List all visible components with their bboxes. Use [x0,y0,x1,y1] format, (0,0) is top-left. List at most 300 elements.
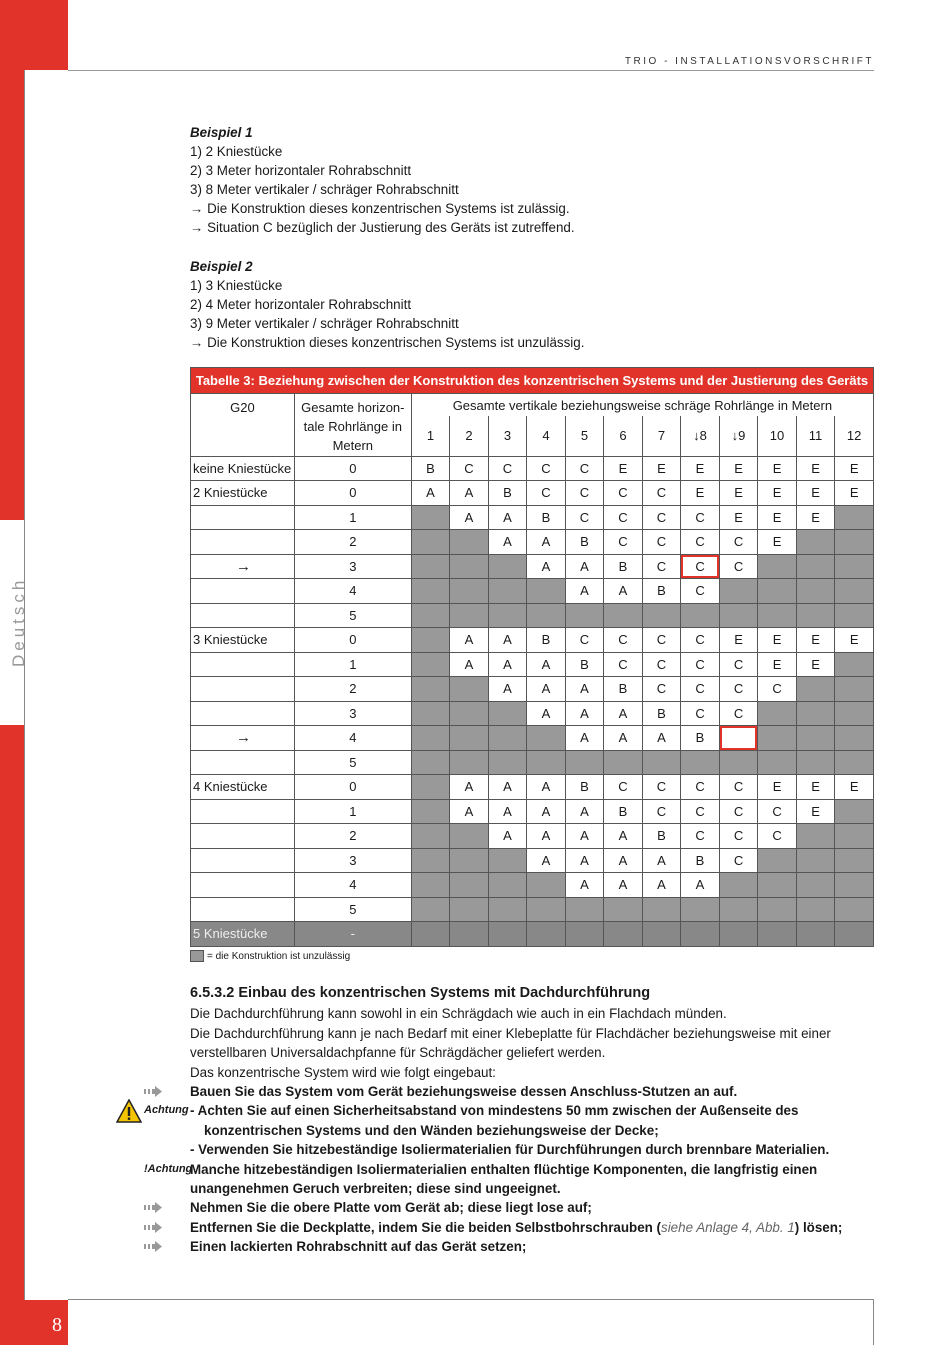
table-cell: C [758,799,797,824]
table-cell: A [488,775,527,800]
row-label [191,603,295,628]
table-cell [796,726,835,751]
table-cell [450,922,489,947]
row-label [191,652,295,677]
col-header-vertical-5: 5 [565,416,604,456]
table-cell [835,530,874,555]
col-header-vertical-8: ↓8 [681,416,720,456]
row-label [191,750,295,775]
table-cell [835,824,874,849]
row-label [191,897,295,922]
table-cell: B [681,848,720,873]
table-cell [642,922,681,947]
table-cell: B [604,799,643,824]
table-cell: C [719,530,758,555]
step-arrow-icon [144,1202,162,1213]
col-header-vertical-1: 1 [411,416,450,456]
step-row [190,1218,874,1237]
table-cell [642,603,681,628]
example-2-line: 3) 9 Meter vertikaler / schräger Rohrabschnitt [190,316,459,331]
section-paragraph: Die Dachdurchführung kann sowohl in ein Schrägdach wie auch in ein Flachdach münden. [190,1006,727,1022]
table-cell: A [604,873,643,898]
table-cell [488,554,527,579]
table-cell: C [758,824,797,849]
table-cell: A [411,481,450,506]
table-cell [758,554,797,579]
table-cell [411,726,450,751]
table-cell: A [565,677,604,702]
table-cell: A [527,848,566,873]
table-cell [527,897,566,922]
table-cell: A [488,799,527,824]
table-cell [450,554,489,579]
col-header-vertical: Gesamte vertikale beziehungsweise schräge Rohrlänge in Metern [411,394,873,417]
table-cell: C [719,824,758,849]
table-cell: A [604,848,643,873]
row-label [191,848,295,873]
table-cell [835,897,874,922]
table-cell: C [719,652,758,677]
row-label: 5 Kniestücke [191,922,295,947]
table-cell [411,750,450,775]
row-label [191,873,295,898]
notice-row [144,1160,874,1199]
table-cell: C [642,481,681,506]
col-header-vertical-12: 12 [835,416,874,456]
table-cell: E [604,456,643,481]
table-row [191,530,874,555]
table-cell [565,603,604,628]
table-cell [450,603,489,628]
table-cell: B [527,628,566,653]
table-cell: A [565,824,604,849]
col-header-vertical-3: 3 [488,416,527,456]
table-cell: A [450,481,489,506]
section-paragraph: Das konzentrische System wird wie folgt eingebaut: [190,1064,496,1080]
table-row [191,824,874,849]
table-cell [796,824,835,849]
table-cell [796,922,835,947]
table-cell [681,603,720,628]
step-arrow-icon [144,1241,162,1252]
table-cell: C [642,554,681,579]
table-cell [835,799,874,824]
table-cell: C [719,848,758,873]
table-cell: C [681,554,720,579]
table-row [191,628,874,653]
table-cell: A [527,775,566,800]
table-cell [488,897,527,922]
table-cell [411,897,450,922]
table-cell: B [681,726,720,751]
row-label: → [191,554,295,579]
table-cell: A [642,873,681,898]
table-cell [604,897,643,922]
table-cell: C [681,579,720,604]
table-cell [488,579,527,604]
row-label: 2 Kniestücke [191,481,295,506]
table-row [191,603,874,628]
table-cell: E [796,652,835,677]
table-cell: E [719,481,758,506]
step-text: Nehmen Sie die obere Platte vom Gerät ab; diese liegt lose auf; [190,1200,592,1216]
table-cell: A [604,726,643,751]
table-cell [411,775,450,800]
table-cell [488,603,527,628]
table-cell [527,750,566,775]
table-cell: A [565,554,604,579]
table-cell [411,873,450,898]
row-horizontal-length: 0 [294,775,411,800]
step-text: Bauen Sie das System vom Gerät beziehungsweise dessen Anschluss-Stutzen an auf. [190,1084,738,1100]
row-label [191,677,295,702]
table-cell: C [642,652,681,677]
table-cell [488,922,527,947]
table-cell [604,750,643,775]
table-cell: C [565,628,604,653]
table-cell [796,873,835,898]
step-text: Einen lackierten Rohrabschnitt auf das Gerät setzen; [190,1239,527,1255]
table-cell: C [604,505,643,530]
table-cell: C [604,775,643,800]
row-horizontal-length: 3 [294,701,411,726]
row-label [191,701,295,726]
table-cell [719,873,758,898]
page-border-left [24,70,25,1300]
table-cell [835,579,874,604]
table-cell [450,677,489,702]
table-cell [565,750,604,775]
table-cell: A [488,824,527,849]
table-cell [796,677,835,702]
table-cell [450,848,489,873]
table-cell [411,848,450,873]
table-cell [565,922,604,947]
table-cell [796,848,835,873]
table-cell [450,897,489,922]
table-cell: E [835,628,874,653]
table-cell: B [642,824,681,849]
table-cell [796,554,835,579]
table-cell [758,873,797,898]
step-arrow-icon [144,1222,162,1233]
table-cell [758,701,797,726]
table-cell: C [681,530,720,555]
table-legend [190,950,350,962]
table-cell [411,701,450,726]
table-cell: E [796,505,835,530]
table-cell [796,579,835,604]
table-cell: C [681,628,720,653]
table-cell [450,824,489,849]
table-cell [835,750,874,775]
notice-text: Manche hitzebeständigen Isoliermaterialien enthalten flüchtige Komponenten, die langfristig einen unangenehmen Geruch verbreiten; diese sind ungeeignet. [190,1161,818,1197]
table-cell: B [488,481,527,506]
table-cell [527,579,566,604]
row-horizontal-length: 2 [294,824,411,849]
table-cell: E [758,628,797,653]
table-cell [835,505,874,530]
row-horizontal-length: 4 [294,579,411,604]
warning-label: Achtung [144,1104,189,1117]
table-cell: C [642,505,681,530]
table-cell: C [527,456,566,481]
table-cell: E [758,530,797,555]
table-cell: C [565,456,604,481]
table-cell [450,579,489,604]
table-row [191,726,874,751]
table-cell [796,603,835,628]
table-cell [758,897,797,922]
example-2-title: Beispiel 2 [190,259,253,274]
table-cell: C [758,677,797,702]
table-cell: A [604,824,643,849]
table-cell: A [642,726,681,751]
table-cell [411,530,450,555]
col-header-vertical-2: 2 [450,416,489,456]
table-cell: A [527,799,566,824]
row-horizontal-length: 5 [294,897,411,922]
row-horizontal-length: 0 [294,481,411,506]
col-header-vertical-6: 6 [604,416,643,456]
table-cell: E [758,481,797,506]
step-row [190,1237,874,1256]
table-cell [835,873,874,898]
table-cell: B [604,677,643,702]
table-cell: C [681,701,720,726]
red-corner-top [0,0,68,70]
table-cell: A [565,873,604,898]
table-cell: C [642,775,681,800]
table-cell: A [450,628,489,653]
table-cell [719,922,758,947]
table-cell [527,922,566,947]
table-cell [604,603,643,628]
table-cell: E [681,481,720,506]
table-cell: C [450,456,489,481]
table-row [191,505,874,530]
table-cell: E [796,628,835,653]
table-row [191,873,874,898]
table-cell [796,897,835,922]
row-horizontal-length: 1 [294,652,411,677]
row-horizontal-length: 3 [294,848,411,873]
row-horizontal-length: 5 [294,603,411,628]
example-1-line: → Situation C bezüglich der Justierung des Geräts ist zutreffend. [190,220,575,235]
table-caption: Tabelle 3: Beziehung zwischen der Konstruktion des konzentrischen Systems und der Justierung des Geräts [191,368,874,394]
table-cell [719,603,758,628]
red-margin-bar-bottom [0,725,24,1345]
table-cell [488,750,527,775]
table-cell: B [527,505,566,530]
table-row [191,848,874,873]
step-text: Entfernen Sie die Deckplatte, indem Sie die beiden Selbstbohrschrauben ( [190,1219,662,1235]
row-horizontal-length: 5 [294,750,411,775]
example-2 [190,257,584,352]
row-label: keine Kniestücke [191,456,295,481]
table-cell [527,873,566,898]
table-row [191,652,874,677]
table-cell [681,897,720,922]
page-border-right [873,1299,874,1345]
table-cell: B [642,701,681,726]
table-cell [758,750,797,775]
table-cell: C [604,530,643,555]
table-row [191,701,874,726]
table-cell: A [488,677,527,702]
table-cell: C [681,799,720,824]
table-cell [488,726,527,751]
figure-reference-link[interactable]: siehe Anlage 4, Abb. 1 [661,1219,795,1235]
table-cell [681,922,720,947]
step-row [190,1082,874,1101]
row-horizontal-length: 2 [294,677,411,702]
table-cell [450,726,489,751]
table-cell: A [527,530,566,555]
table-cell [411,579,450,604]
table-cell: E [758,652,797,677]
table-cell: C [719,799,758,824]
step-arrow-icon [144,1086,162,1097]
table-cell: A [565,701,604,726]
warning-item: - Achten Sie auf einen Sicherheitsabstand von mindestens 50 mm zwischen der Außenseite des konzentrischen Systems und den Wänden beziehungsweise der Decke; [190,1103,799,1138]
table-cell: A [565,848,604,873]
table-cell: E [796,456,835,481]
col-header-vertical-11: 11 [796,416,835,456]
example-1-line: 1) 2 Kniestücke [190,144,283,159]
table-row [191,775,874,800]
table-cell: A [565,726,604,751]
table-cell [411,505,450,530]
table-cell: C [642,799,681,824]
table-cell [835,726,874,751]
table-cell [411,652,450,677]
table-cell [758,603,797,628]
row-horizontal-length: 1 [294,799,411,824]
table-cell [411,922,450,947]
row-label [191,505,295,530]
row-horizontal-length: 1 [294,505,411,530]
table-cell: C [604,652,643,677]
table-cell [411,799,450,824]
row-horizontal-length: 0 [294,628,411,653]
table-cell: E [796,799,835,824]
table-cell [450,750,489,775]
row-label [191,799,295,824]
table-cell: A [642,848,681,873]
row-label [191,530,295,555]
table-row [191,922,874,947]
table-cell [719,726,758,751]
table-cell: C [488,456,527,481]
table-cell: A [450,505,489,530]
col-header-vertical-9: ↓9 [719,416,758,456]
table-cell [835,677,874,702]
table-cell: C [681,677,720,702]
table-cell [411,677,450,702]
table-cell [835,701,874,726]
row-horizontal-length: 0 [294,456,411,481]
table-cell: C [681,505,720,530]
table-cell [681,750,720,775]
table-cell [642,897,681,922]
page-header: TRIO - INSTALLATIONSVORSCHRIFT [624,56,874,67]
step-text: ) lösen; [794,1219,843,1235]
header-rule [68,70,874,71]
table-cell: C [642,677,681,702]
table-cell: B [604,554,643,579]
table-cell [642,750,681,775]
table-cell: C [642,628,681,653]
table-cell [488,873,527,898]
table-cell: E [796,481,835,506]
table-cell: E [835,775,874,800]
example-1-line: 3) 8 Meter vertikaler / schräger Rohrabschnitt [190,182,459,197]
table-cell: A [488,652,527,677]
row-horizontal-length: 4 [294,873,411,898]
example-2-line: 1) 3 Kniestücke [190,278,283,293]
table-cell: C [719,775,758,800]
table-cell [411,628,450,653]
table-cell: A [565,799,604,824]
table-cell: A [604,579,643,604]
warning-row [144,1101,874,1159]
page-number: 8 [52,1314,62,1336]
table-cell: C [719,701,758,726]
row-horizontal-length: 4 [294,726,411,751]
table-cell: A [681,873,720,898]
table-cell: E [719,505,758,530]
table-cell [488,848,527,873]
section-paragraph: Die Dachdurchführung kann je nach Bedarf mit einer Klebeplatte für Flachdächer beziehungsweise mit einer verstellbaren Universaldachpfanne für Schrägdächer geliefert werden. [190,1025,831,1061]
warning-item: - Verwenden Sie hitzebeständige Isoliermaterialien für Durchführungen durch brennbare Materialien. [190,1142,830,1158]
table-cell: A [450,652,489,677]
table-cell: A [527,652,566,677]
table-cell: A [488,530,527,555]
legend-text: = die Konstruktion ist unzulässig [207,950,351,962]
table-cell: B [565,652,604,677]
warning-triangle-icon [116,1099,142,1123]
table-cell [719,579,758,604]
example-1-title: Beispiel 1 [190,125,253,140]
col-header-vertical-4: 4 [527,416,566,456]
table-cell: B [411,456,450,481]
table-cell: E [758,775,797,800]
row-horizontal-length: 2 [294,530,411,555]
example-1-line: → Die Konstruktion dieses konzentrischen Systems ist zulässig. [190,201,570,216]
example-1 [190,123,575,237]
table-cell: B [642,579,681,604]
table-cell [450,873,489,898]
row-label [191,824,295,849]
table-cell [565,897,604,922]
table-cell [758,726,797,751]
side-language-label: Deutsch [9,576,28,667]
table-cell: A [488,505,527,530]
col-header-vertical-7: 7 [642,416,681,456]
table-cell [527,726,566,751]
table-cell: E [758,505,797,530]
example-1-line: 2) 3 Meter horizontaler Rohrabschnitt [190,163,412,178]
table-cell: C [719,677,758,702]
table-cell: A [565,579,604,604]
table-row [191,897,874,922]
table-cell: B [565,530,604,555]
table-cell: E [835,456,874,481]
table-cell: E [719,456,758,481]
table-row [191,750,874,775]
table-cell: A [527,824,566,849]
